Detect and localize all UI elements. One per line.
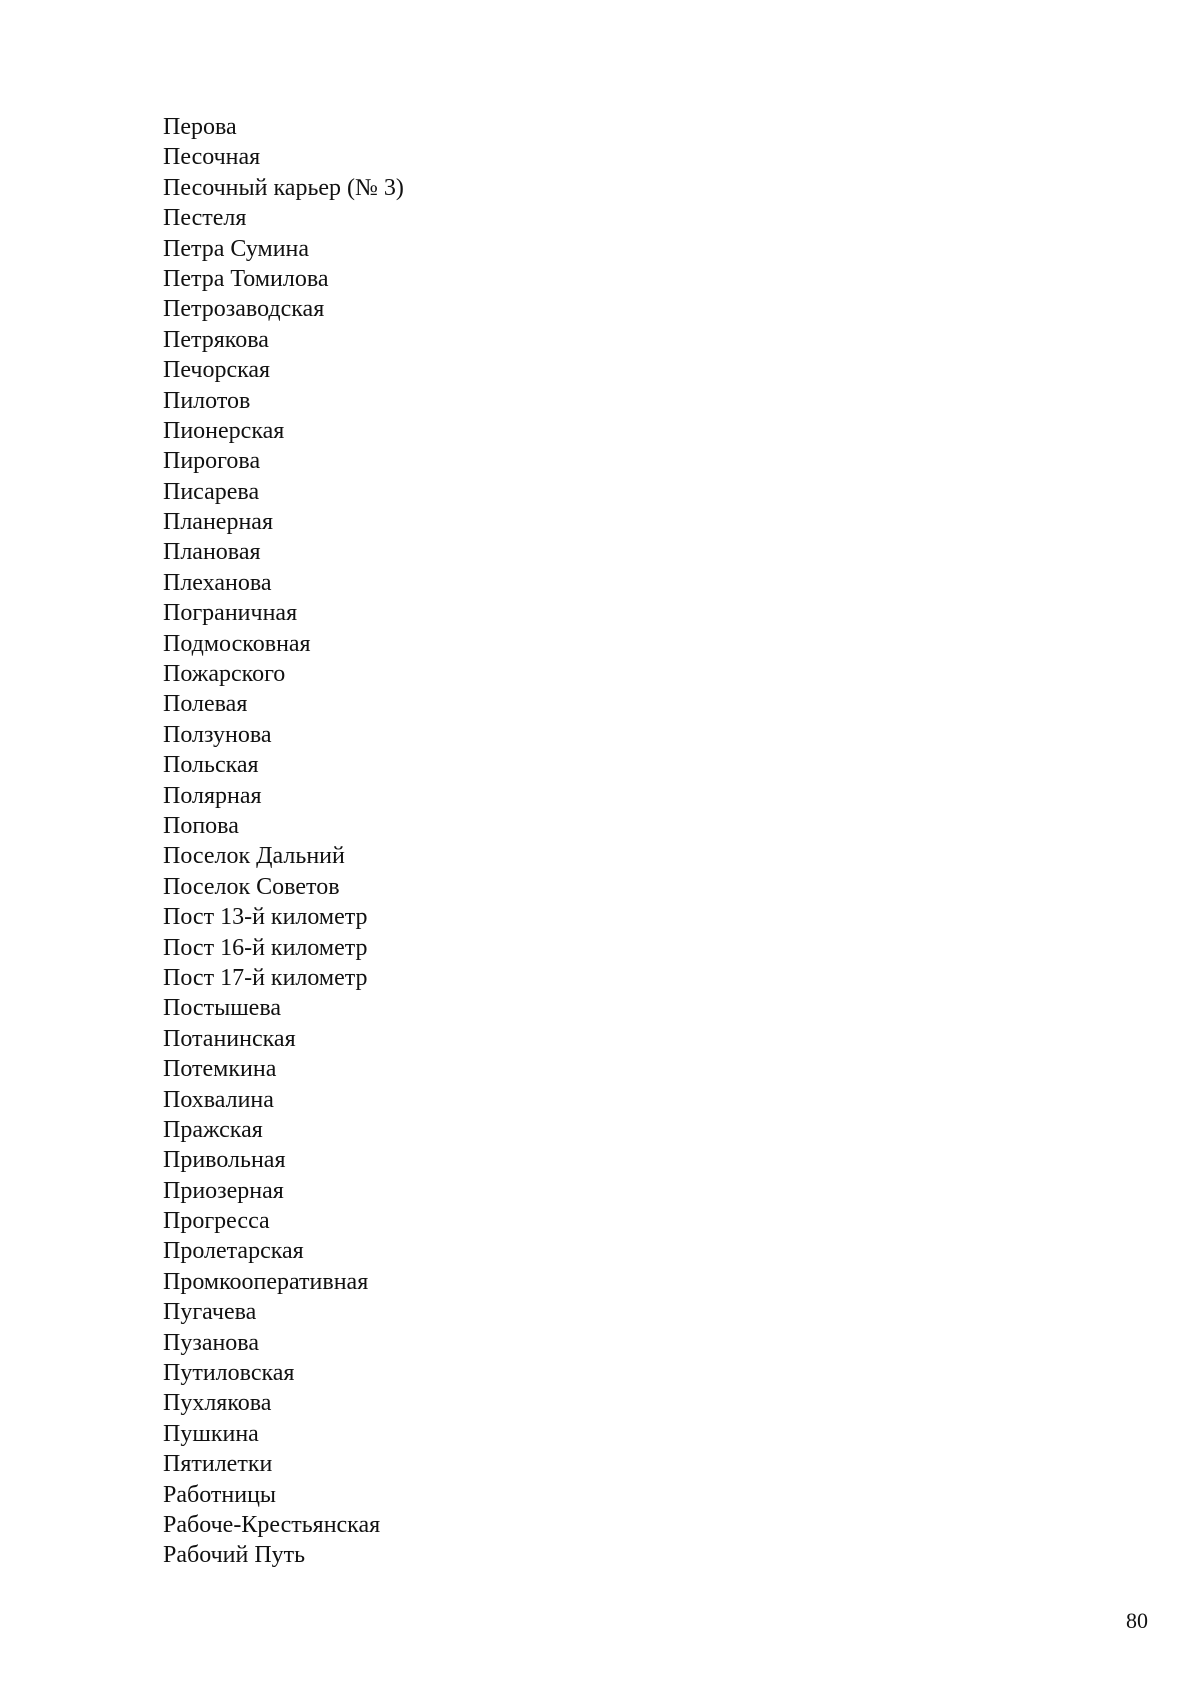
street-item: Петра Томилова — [163, 265, 329, 292]
street-item: Поселок Советов — [163, 873, 340, 900]
street-item: Ползунова — [163, 721, 272, 748]
street-item: Привольная — [163, 1147, 286, 1174]
street-item: Поселок Дальний — [163, 843, 345, 870]
street-item: Потанинская — [163, 1025, 296, 1052]
street-item: Постышева — [163, 995, 281, 1022]
street-item: Польская — [163, 752, 259, 779]
street-item: Пузанова — [163, 1329, 259, 1356]
street-item: Пролетарская — [163, 1238, 304, 1265]
street-item: Промкооперативная — [163, 1268, 369, 1295]
street-item: Пирогова — [163, 448, 261, 475]
street-item: Работницы — [163, 1481, 277, 1508]
street-item: Подмосковная — [163, 630, 311, 657]
street-item: Петрозаводская — [163, 296, 325, 323]
street-item: Перова — [163, 114, 237, 140]
street-item: Печорская — [163, 357, 271, 384]
street-item: Полярная — [163, 782, 262, 809]
street-item: Песочная — [163, 144, 261, 171]
street-item: Потемкина — [163, 1056, 277, 1083]
street-item: Рабочий Путь — [163, 1542, 306, 1569]
street-list — [163, 112, 404, 1571]
street-item: Песочный карьер (№ 3) — [163, 174, 404, 201]
street-item: Пилотов — [163, 387, 251, 414]
street-item: Пушкина — [163, 1420, 259, 1447]
street-item: Писарева — [163, 478, 260, 505]
street-item: Пионерская — [163, 417, 285, 444]
street-item: Полевая — [163, 691, 248, 718]
street-item: Плановая — [163, 539, 261, 566]
street-item: Пограничная — [163, 600, 298, 627]
street-item: Путиловская — [163, 1360, 295, 1387]
street-item: Пугачева — [163, 1299, 257, 1326]
street-item: Прогресса — [163, 1208, 270, 1235]
street-item: Рабоче-Крестьянская — [163, 1511, 381, 1538]
street-item: Пестеля — [163, 205, 247, 232]
street-item: Планерная — [163, 509, 273, 536]
street-item: Пятилетки — [163, 1451, 273, 1478]
street-item: Плеханова — [163, 569, 272, 596]
street-item: Приозерная — [163, 1177, 284, 1204]
street-item: Пост 17-й километр — [163, 964, 368, 991]
street-item: Петра Сумина — [163, 235, 310, 262]
street-item: Пост 13-й километр — [163, 904, 368, 931]
street-item: Петрякова — [163, 326, 269, 353]
street-item: Пражская — [163, 1116, 263, 1143]
street-item: Попова — [163, 812, 239, 839]
street-item: Пухлякова — [163, 1390, 272, 1417]
street-item: Пост 16-й километр — [163, 934, 368, 961]
street-item: Пожарского — [163, 661, 286, 688]
street-item: Похвалина — [163, 1086, 274, 1113]
page-number: 80 — [1126, 1608, 1148, 1633]
